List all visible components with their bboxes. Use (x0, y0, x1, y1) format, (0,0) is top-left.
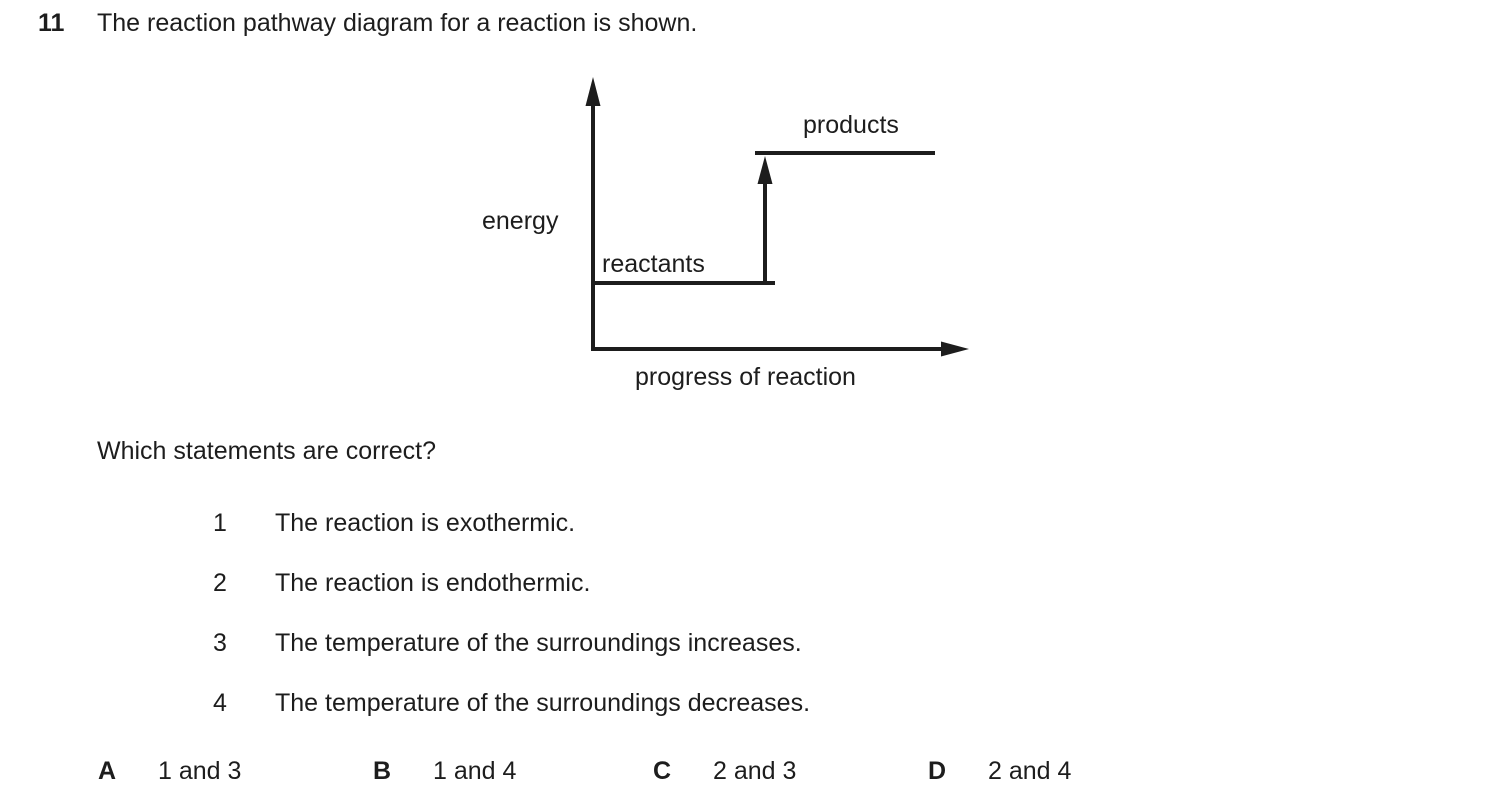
option-text: 2 and 3 (713, 757, 797, 785)
reaction-pathway-diagram (440, 60, 1000, 410)
answer-option-d (928, 756, 1071, 786)
statement-text: The reaction is exothermic. (275, 509, 576, 537)
option-text: 1 and 3 (158, 757, 242, 785)
statement-number: 1 (213, 509, 227, 537)
y-axis-label: energy (482, 207, 559, 235)
x-axis-label: progress of reaction (635, 363, 856, 391)
statement-row-3 (213, 628, 802, 658)
option-letter: B (373, 757, 392, 785)
option-text: 2 and 4 (988, 757, 1072, 785)
answer-option-b (373, 756, 516, 786)
energy-change-arrowhead-icon (758, 156, 773, 184)
statement-number: 3 (213, 629, 227, 657)
sub-question-prompt: Which statements are correct? (97, 437, 437, 465)
option-letter: D (928, 757, 947, 785)
option-text: 1 and 4 (433, 757, 517, 785)
statement-number: 4 (213, 689, 227, 717)
statement-row-4 (213, 688, 810, 718)
question-prompt: The reaction pathway diagram for a reaction is shown. (97, 9, 698, 37)
statement-row-1 (213, 508, 575, 538)
option-letter: C (653, 757, 672, 785)
reactants-label: reactants (602, 250, 705, 278)
statement-number: 2 (213, 569, 227, 597)
question-number: 11 (38, 9, 65, 37)
answer-option-a (98, 756, 241, 786)
x-axis-arrowhead-icon (941, 342, 969, 357)
y-axis-arrowhead-icon (586, 77, 601, 106)
statement-text: The temperature of the surroundings increases. (275, 629, 802, 657)
option-letter: A (98, 757, 117, 785)
products-label: products (803, 111, 899, 139)
statement-text: The temperature of the surroundings decreases. (275, 689, 811, 717)
answer-option-c (653, 756, 796, 786)
statement-text: The reaction is endothermic. (275, 569, 591, 597)
statement-row-2 (213, 568, 590, 598)
